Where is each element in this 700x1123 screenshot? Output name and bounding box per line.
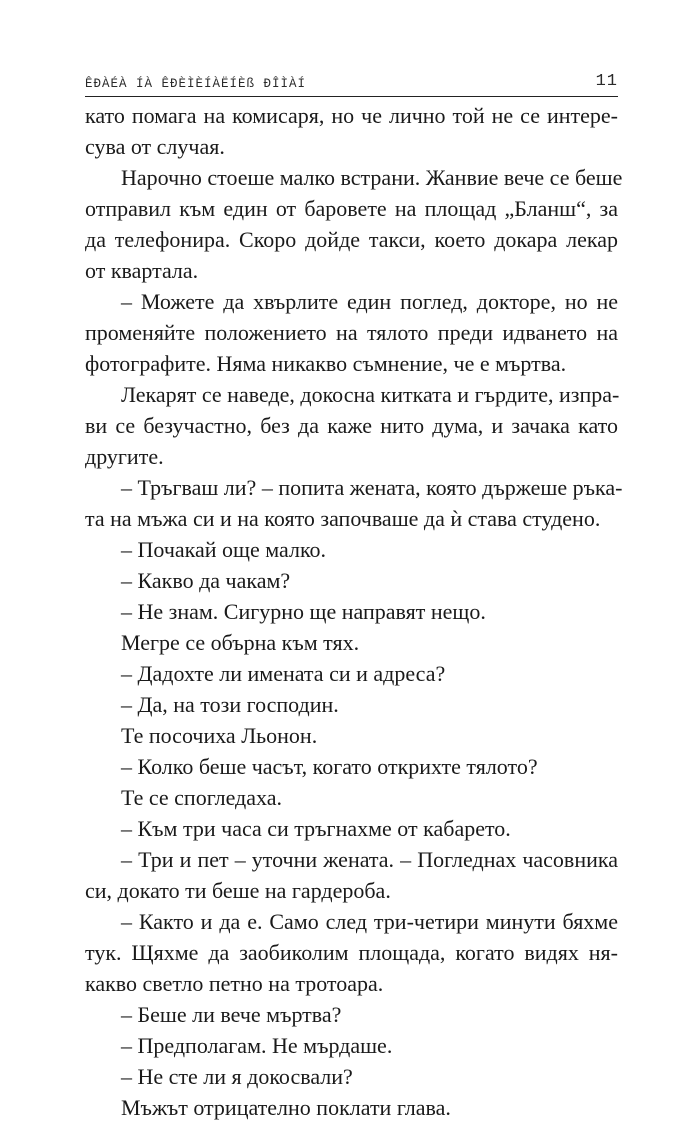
- text-line: – Колко беше часът, когато открихте тялото?: [121, 754, 538, 779]
- paragraph: [85, 1030, 618, 1061]
- text-line: – Тръгваш ли? – попита жената, която държеше ръка-: [121, 475, 623, 500]
- text-body: [85, 100, 623, 1123]
- paragraph: [85, 534, 618, 565]
- text-line: да телефонира. Скоро дойде такси, което докара лекар: [85, 227, 618, 252]
- paragraph: [85, 658, 618, 689]
- paragraph: [85, 627, 618, 658]
- paragraph: [85, 782, 618, 813]
- text-line: Те се спогледаха.: [121, 785, 282, 810]
- paragraph: [85, 999, 618, 1030]
- text-line: Нарочно стоеше малко встрани. Жанвие вече се беше: [121, 165, 623, 190]
- paragraph: [85, 906, 618, 999]
- text-line: – Какво да чакам?: [121, 568, 291, 593]
- running-head: [85, 64, 618, 97]
- paragraph: [85, 751, 618, 782]
- paragraph: [85, 162, 623, 286]
- text-line: от квартала.: [85, 258, 199, 283]
- text-line: – Беше ли вече мъртва?: [121, 1002, 342, 1027]
- paragraph: [85, 472, 623, 534]
- text-line: като помага на комисаря, но че лично той не се интере-: [85, 103, 618, 128]
- text-line: променяйте положението на тялото преди идването на: [85, 320, 618, 345]
- text-line: – Не знам. Сигурно ще направят нещо.: [121, 599, 486, 624]
- text-line: сува от случая.: [85, 134, 225, 159]
- text-line: – Към три часа си тръгнахме от кабарето.: [121, 816, 511, 841]
- text-line: – Дадохте ли имената си и адреса?: [121, 661, 446, 686]
- paragraph: [85, 565, 618, 596]
- paragraph: [85, 844, 618, 906]
- text-line: – Не сте ли я докосвали?: [121, 1064, 353, 1089]
- text-line: тук. Щяхме да заобиколим площада, когато видях ня-: [85, 940, 618, 965]
- text-line: фотографите. Няма никакво съмнение, че е мъртва.: [85, 351, 567, 376]
- text-line: та на мъжа си и на която започваше да ѝ става студено.: [85, 506, 601, 531]
- paragraph: [85, 689, 618, 720]
- text-line: – Почакай още малко.: [121, 537, 327, 562]
- text-line: Мъжът отрицателно поклати глава.: [121, 1095, 451, 1120]
- text-line: си, докато ти беше на гардероба.: [85, 878, 391, 903]
- text-line: другите.: [85, 444, 164, 469]
- text-line: Мегре се обърна към тях.: [121, 630, 360, 655]
- text-line: – Предполагам. Не мърдаше.: [121, 1033, 393, 1058]
- paragraph: [85, 286, 618, 379]
- text-line: ви се безучастно, без да каже нито дума, и зачака като: [85, 413, 618, 438]
- paragraph: [85, 379, 618, 472]
- text-line: – Три и пет – уточни жената. – Погледнах часовника: [121, 847, 618, 872]
- paragraph: [85, 813, 618, 844]
- text-line: Лекарят се наведе, докосна китката и гърдите, изпра-: [121, 382, 620, 407]
- text-line: отправил към един от баровете на площад „Бланш“, за: [85, 196, 618, 221]
- text-line: Те посочиха Льонон.: [121, 723, 318, 748]
- running-title: ÊÐÀÉÀ ÍÀ ÊÐÈÌÈÍÀËÍÈß ÐÎÌÀÍ: [85, 76, 307, 91]
- text-line: – Да, на този господин.: [121, 692, 339, 717]
- text-line: – Както и да е. Само след три-четири минути бяхме: [121, 909, 618, 934]
- text-line: какво светло петно на тротоара.: [85, 971, 384, 996]
- paragraph: [85, 720, 618, 751]
- paragraph: [85, 1092, 618, 1123]
- paragraph: [85, 596, 618, 627]
- page-number: 11: [595, 72, 618, 91]
- text-line: – Можете да хвърлите един поглед, докторе, но не: [121, 289, 618, 314]
- paragraph: [85, 100, 618, 162]
